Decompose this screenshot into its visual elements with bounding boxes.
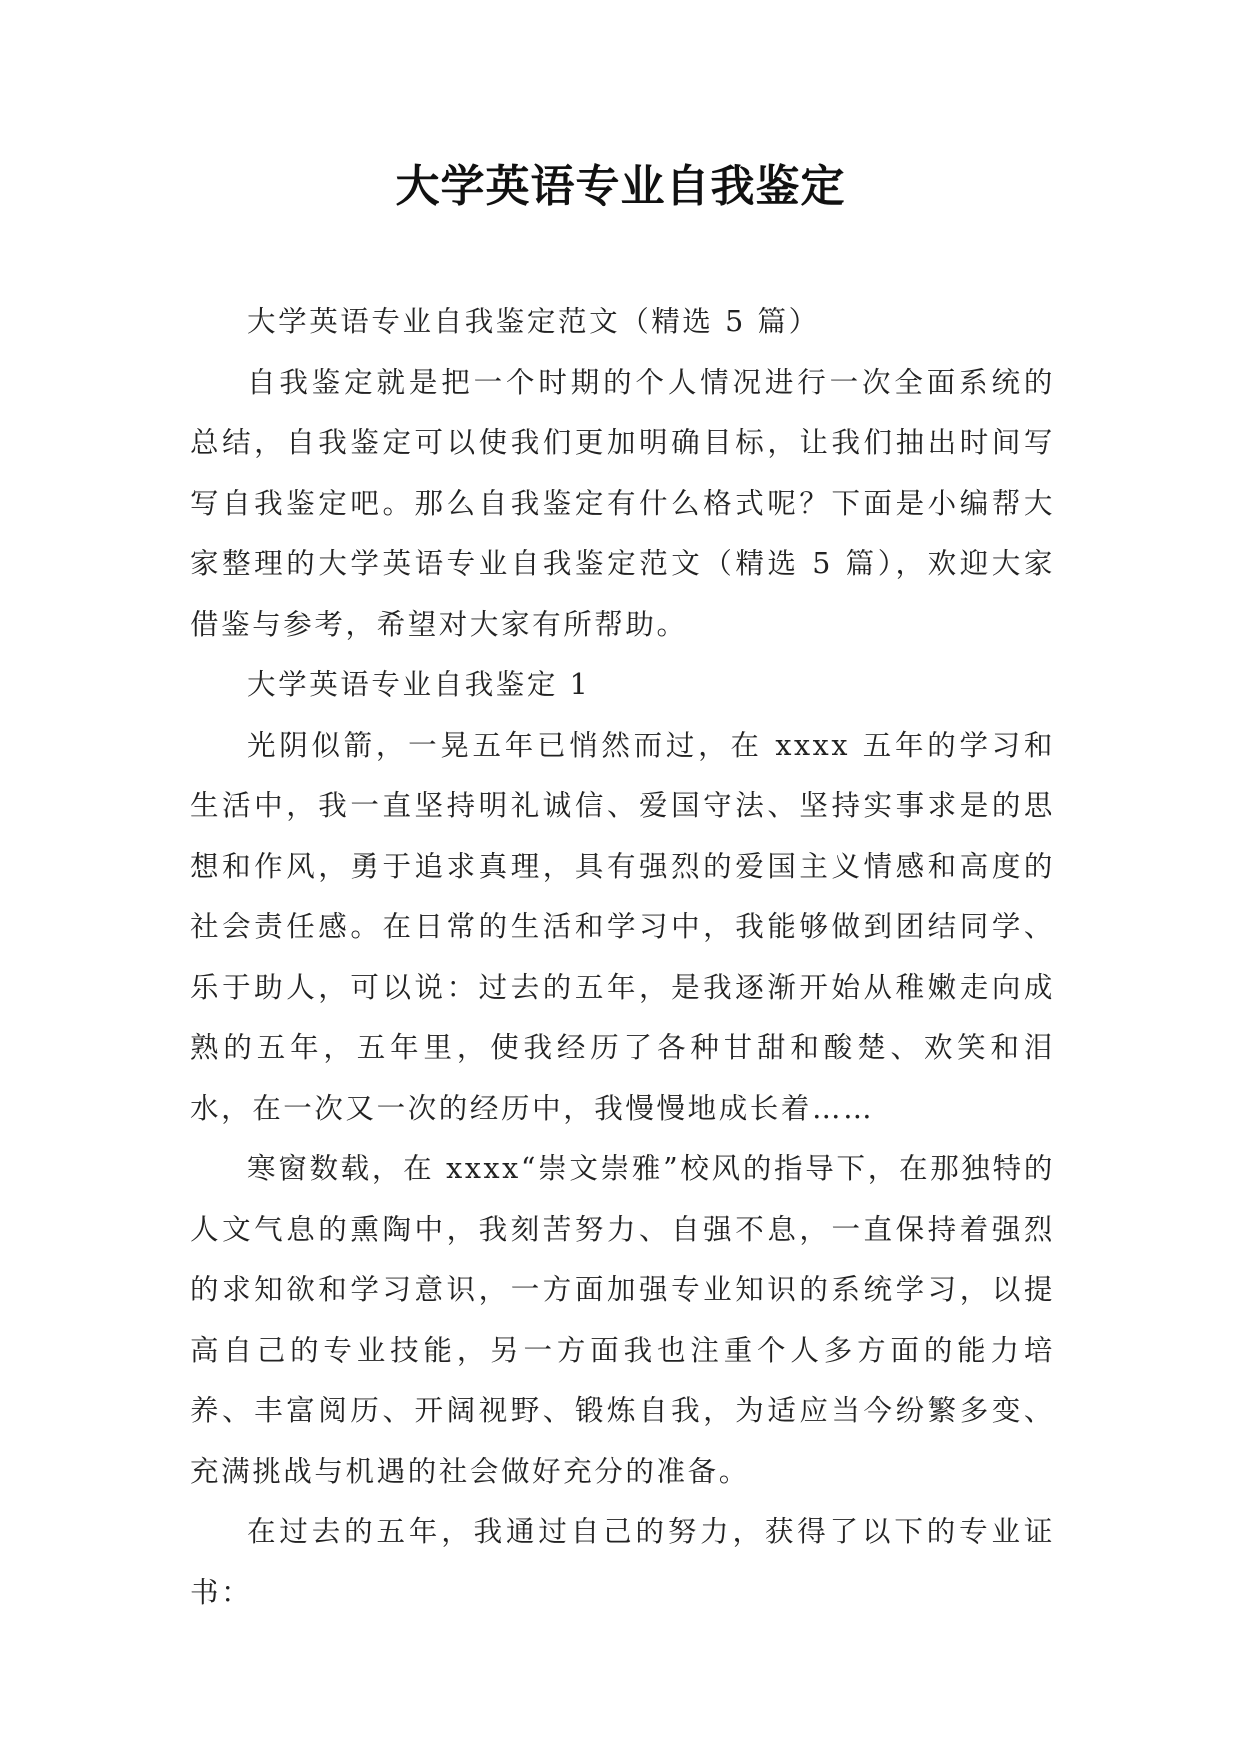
page-title: 大学英语专业自我鉴定 bbox=[395, 161, 846, 212]
document-body bbox=[190, 292, 1055, 1623]
intro-paragraph: 自我鉴定就是把一个时期的个人情况进行一次全面系统的总结，自我鉴定可以使我们更加明确目标，让我们抽出时间写写自我鉴定吧。那么自我鉴定有什么格式呢？下面是小编帮大家整理的大学英语专业自我鉴定范文（精选 5 篇），欢迎大家借鉴与参考，希望对大家有所帮助。 bbox=[190, 365, 1055, 641]
subtitle-paragraph: 大学英语专业自我鉴定范文（精选 5 篇） bbox=[247, 305, 820, 338]
body-paragraph: 在过去的五年，我通过自己的努力，获得了以下的专业证书： bbox=[190, 1515, 1055, 1609]
body-paragraph: 光阴似箭，一晃五年已悄然而过，在 xxxx 五年的学习和生活中，我一直坚持明礼诚信、爱国守法、坚持实事求是的思想和作风，勇于追求真理，具有强烈的爱国主义情感和高度的社会责任感。在日常的生活和学习中，我能够做到团结同学、乐于助人，可以说：过去的五年，是我逐渐开始从稚嫩走向成熟的五年，五年里，使我经历了各种甘甜和酸楚、欢笑和泪水，在一次又一次的经历中，我慢慢地成长着…… bbox=[190, 728, 1055, 1125]
body-paragraph: 寒窗数载，在 xxxx“崇文崇雅”校风的指导下，在那独特的人文气息的熏陶中，我刻苦努力、自强不息，一直保持着强烈的求知欲和学习意识，一方面加强专业知识的系统学习，以提高自己的专业技能，另一方面我也注重个人多方面的能力培养、丰富阅历、开阔视野、锻炼自我，为适应当今纷繁多变、充满挑战与机遇的社会做好充分的准备。 bbox=[190, 1152, 1055, 1488]
section-heading: 大学英语专业自我鉴定 1 bbox=[247, 668, 591, 701]
